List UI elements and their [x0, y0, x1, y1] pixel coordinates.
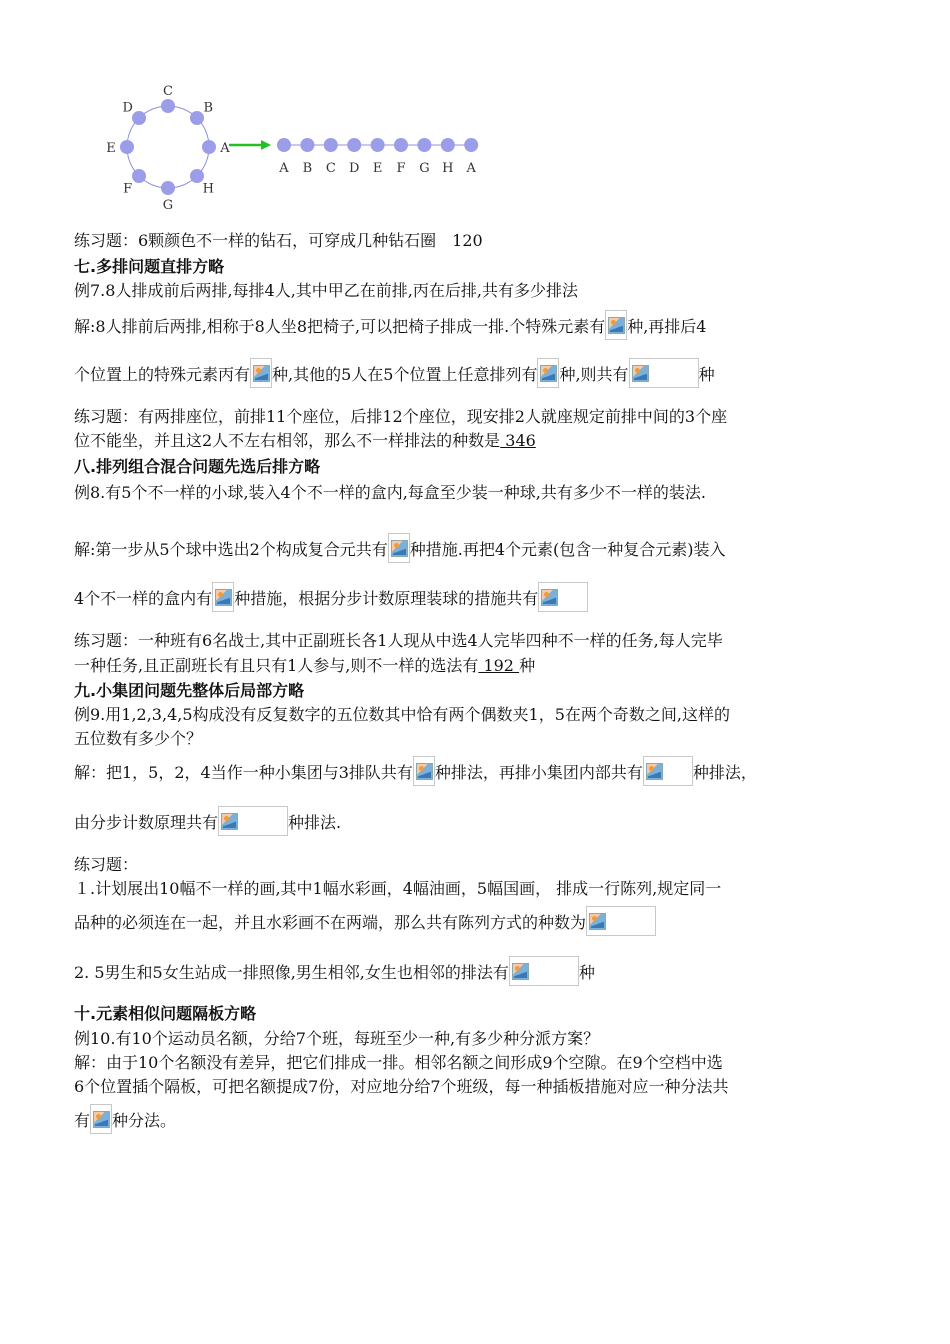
text-span: 解:8人排前后两排,相称于8人坐8把椅子,可以把椅子排成一排.个特殊元素有	[74, 317, 606, 336]
text-line: １.计划展出10幅不一样的画,其中1幅水彩画，4幅油画，5幅国画， 排成一行陈列,规定同一	[74, 879, 722, 898]
broken-image-icon	[391, 540, 408, 557]
formula-image-placeholder	[212, 582, 234, 612]
text-span: 种	[698, 365, 715, 384]
text-span: 种排法，再排小集团内部共有	[434, 763, 643, 782]
text-line: 6个位置插个隔板，可把名额提成7份，对应地分给7个班级，每一种插板措施对应一种分法共	[74, 1077, 729, 1096]
formula-image-placeholder	[538, 582, 588, 612]
text-line	[74, 906, 890, 936]
row-label: F	[396, 161, 406, 176]
answer-underlined: 192	[478, 656, 520, 675]
row-bead	[417, 138, 431, 152]
text-line: 例8.有5个不一样的小球,装入4个不一样的盒内,每盒至少装一种球,共有多少不一样的装法.	[74, 483, 706, 502]
ring-bead	[202, 140, 216, 154]
row-label: E	[372, 161, 383, 176]
ring-label: F	[123, 181, 133, 197]
formula-image-placeholder	[218, 806, 288, 836]
text-line	[74, 655, 890, 677]
text-span: 种,则共有	[559, 365, 629, 384]
broken-image-icon	[541, 589, 558, 606]
text-line	[74, 956, 890, 986]
text-line	[74, 1104, 890, 1134]
row-bead	[394, 138, 408, 152]
broken-image-icon	[221, 813, 238, 830]
formula-image-placeholder	[509, 956, 579, 986]
row-label: D	[348, 161, 360, 176]
text-line: 例10.有10个运动员名额，分给7个班，每班至少一种,有多少种分派方案？	[74, 1029, 600, 1048]
formula-image-placeholder	[629, 358, 699, 388]
ring-label: A	[220, 141, 230, 156]
text-span: 种	[519, 656, 536, 675]
text-span: 一种任务,且正副班长有且只有1人参与,则不一样的选法有	[74, 656, 479, 675]
text-line	[74, 806, 890, 836]
text-line: 练习题：一种班有6名战士,其中正副班长各1人现从中选4人完毕四种不一样的任务,每人完毕	[74, 631, 723, 650]
text-span: 位不能坐，并且这2人不左右相邻，那么不一样排法的种数是	[74, 431, 501, 450]
text-span: 4个不一样的盒内有	[74, 589, 213, 608]
row-bead	[347, 138, 361, 152]
broken-image-icon	[589, 913, 606, 930]
row-bead	[441, 138, 455, 152]
row-label: G	[419, 161, 430, 176]
formula-image-placeholder	[250, 358, 272, 388]
broken-image-icon	[253, 365, 270, 382]
formula-image-placeholder	[537, 358, 559, 388]
text-line: 解：由于10个名额没有差异，把它们排成一排。相邻名额之间形成9个空隙。在9个空档中选	[74, 1053, 723, 1072]
text-span: 解:第一步从5个球中选出2个构成复合元共有	[74, 540, 388, 559]
text-span: 解：把1，5，2，4当作一种小集团与3排队共有	[74, 763, 413, 782]
broken-image-icon	[512, 963, 529, 980]
bead-diagram	[100, 78, 500, 213]
broken-image-icon	[646, 763, 663, 780]
text-span: 种排法.	[288, 813, 342, 832]
text-span: 种分法。	[112, 1111, 177, 1130]
ring-bead	[161, 99, 175, 113]
broken-image-icon	[215, 589, 232, 606]
broken-image-icon	[608, 317, 625, 334]
text-line: 练习题：6颗颜色不一样的钻石，可穿成几种钻石圈 120	[74, 231, 483, 250]
row-label: A	[466, 161, 476, 176]
text-line	[74, 430, 890, 452]
text-line	[74, 756, 890, 786]
ring-label: G	[162, 198, 174, 213]
text-span: 有	[74, 1111, 91, 1130]
ring-bead	[132, 111, 146, 125]
answer-underlined: 346	[500, 431, 536, 450]
broken-image-icon	[416, 763, 433, 780]
text-span: 种措施，根据分步计数原理装球的措施共有	[234, 589, 539, 608]
ring-bead	[190, 111, 204, 125]
formula-image-placeholder	[388, 533, 410, 563]
text-line: 五位数有多少个？	[74, 729, 203, 748]
formula-image-placeholder	[605, 310, 627, 340]
formula-image-placeholder	[90, 1104, 112, 1134]
section-heading-9: 九.小集团问题先整体后局部方略	[74, 681, 305, 700]
row-label: C	[325, 161, 336, 176]
section-heading-7: 七.多排问题直排方略	[74, 257, 225, 276]
row-bead	[300, 138, 314, 152]
text-span: 种,其他的5人在5个位置上任意排列有	[272, 365, 538, 384]
text-span: 种措施.再把4个元素(包含一种复合元素)装入	[409, 540, 726, 559]
ring-bead	[132, 169, 146, 183]
ring-label: D	[122, 100, 133, 116]
text-line	[74, 533, 890, 563]
text-line: 例7.8人排成前后两排,每排4人,其中甲乙在前排,丙在后排,共有多少排法	[74, 281, 578, 300]
row-bead	[371, 138, 385, 152]
section-heading-10: 十.元素相似问题隔板方略	[74, 1004, 257, 1023]
text-line: 例9.用1,2,3,4,5构成没有反复数字的五位数其中恰有两个偶数夹1，5在两个奇数之间,这样的	[74, 705, 730, 724]
formula-image-placeholder	[643, 756, 693, 786]
row-bead	[464, 138, 478, 152]
text-span: 种排法，	[692, 763, 757, 782]
text-line: 练习题：有两排座位，前排11个座位，后排12个座位，现安排2人就座规定前排中间的3个座	[74, 407, 728, 426]
text-span: 由分步计数原理共有	[74, 813, 219, 832]
ring-label: E	[106, 141, 116, 156]
ring-label: B	[203, 100, 214, 116]
broken-image-icon	[93, 1111, 110, 1128]
ring-label: C	[163, 84, 173, 99]
text-span: 2. 5男生和5女生站成一排照像,男生相邻,女生也相邻的排法有	[74, 963, 509, 982]
row-label: A	[279, 161, 289, 176]
text-span: 种,再排后4	[627, 317, 707, 336]
broken-image-icon	[632, 365, 649, 382]
ring-bead	[161, 181, 175, 195]
section-heading-8: 八.排列组合混合问题先选后排方略	[74, 457, 321, 476]
row-bead	[324, 138, 338, 152]
ring-label: H	[202, 181, 214, 197]
formula-image-placeholder	[586, 906, 656, 936]
text-line	[74, 310, 890, 340]
row-bead	[277, 138, 291, 152]
text-span: 个位置上的特殊元素丙有	[74, 365, 251, 384]
arrow-icon	[261, 140, 271, 150]
ring-bead	[120, 140, 134, 154]
text-span: 品种的必须连在一起，并且水彩画不在两端，那么共有陈列方式的种数为	[74, 913, 587, 932]
text-line	[74, 582, 890, 612]
row-label: H	[442, 161, 454, 176]
formula-image-placeholder	[413, 756, 435, 786]
text-line	[74, 358, 890, 388]
text-line: 练习题：	[74, 855, 139, 874]
broken-image-icon	[540, 365, 557, 382]
text-span: 种	[578, 963, 595, 982]
row-label: B	[302, 161, 313, 176]
